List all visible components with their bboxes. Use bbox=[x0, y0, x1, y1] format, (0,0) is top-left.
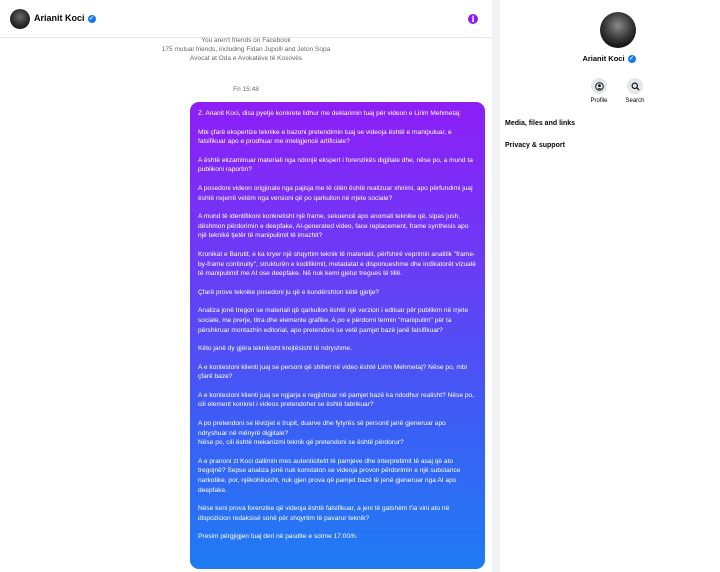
verified-badge-icon: ✓ bbox=[89, 15, 95, 22]
mutual-friends-text: 175 mutual friends, including Fidan Jupolli and Jeton Sopa bbox=[161, 46, 331, 53]
sidebar-verified-badge-icon: ✓ bbox=[629, 56, 635, 63]
pane-divider bbox=[492, 0, 500, 572]
workplace-text: Avocat at Oda e Avokatëve të Kosovës bbox=[189, 55, 303, 62]
info-icon[interactable]: i bbox=[468, 14, 478, 24]
message-paragraph: A mund të identifikoni konkretisht një frame, sekuencë apo anomali teknike që, sipas jush, dëshmon përdorimin e deepfake, AI-generated video, face replacement, frame synthesis apo një teknikë tjetër të manipulimit të imazhit? bbox=[198, 213, 469, 240]
profile-button[interactable] bbox=[579, 78, 619, 104]
chat-header bbox=[0, 0, 492, 38]
sidebar-profile-photo[interactable] bbox=[600, 12, 636, 48]
friend-status-text: You aren't friends on Facebook bbox=[201, 37, 291, 44]
message-paragraph: Z. Arianit Koci, disa pyetje konkrete lidhur me deklarimin tuaj për videon e Lirim Mehmetaj: bbox=[198, 110, 462, 117]
contact-name[interactable]: Arianit Koci bbox=[34, 13, 85, 23]
profile-icon bbox=[591, 78, 607, 94]
profile-label: Profile bbox=[590, 98, 608, 104]
search-button[interactable] bbox=[615, 78, 655, 104]
message-paragraph: Mbi çfarë ekspertize teknike e bazoni pretendimin tuaj se videoja është e manipuluar, e falsifikuar apo e prodhuar me inteligjencë artificiale? bbox=[198, 128, 452, 146]
message-paragraph: Kronikat e Barutit, e ka kryer një shqyrtim teknik të materialit, përfshirë veprimin analitik "frame-by-frame continuity", strukturën e kodifikimit, metadatat e disponueshme dhe indikatorët vizualë të manipulimit me AI ose deepfake. Në nuk kemi gjetur tregues të tillë. bbox=[198, 250, 476, 278]
message-paragraph: A po pretendoni se lëvizjet e trupit, duarve dhe fytyrës së personit janë gjeneruar apo ndryshuar në mënyrë digjitale? Nëse po, cili është mekanizmi teknik që pretendoni se është përdorur? bbox=[198, 420, 446, 447]
contact-avatar[interactable] bbox=[10, 9, 30, 29]
message-paragraph: A e kontestoni klienti juaj se ngjarja e regjistruar në pamjet bazë ka ndodhur realisht? Nëse po, cili element konkret i videos pretendohet se është fabrikuar? bbox=[198, 391, 475, 409]
message-paragraph: A është ekzaminuar materiali nga ndonjë ekspert i forenzikës digjitale dhe, nëse po, a mund ta publikoni raportin? bbox=[198, 156, 473, 174]
message-paragraph: A posedoni videon origjinale nga pajisja me të cilën është realizuar xhirimi, apo përfundimi juaj është nxjerrë vetëm nga versioni që po qarkullon në rrjete sociale? bbox=[198, 184, 473, 202]
outgoing-message-bubble[interactable] bbox=[190, 102, 485, 569]
privacy-support-row[interactable]: Privacy & support bbox=[505, 142, 565, 149]
search-label: Search bbox=[625, 98, 645, 104]
message-paragraph: Këto janë dy gjëra teknikisht krejtësisht të ndryshme. bbox=[198, 345, 352, 353]
contact-name-row[interactable] bbox=[34, 13, 96, 23]
message-paragraph: Çfarë prove teknike posedoni ju që e kundërshton këtë gjetje? bbox=[198, 288, 380, 296]
sidebar-name-row bbox=[498, 54, 720, 63]
message-paragraph: A e kontestoni klienti juaj se personi që shihet në video është Lirim Mehmetaj? Nëse po, mbi çfarë baze? bbox=[198, 363, 468, 381]
message-paragraph: A e pranoni zt Koci dallimin mes autenticitetit të pamjeve dhe interpretimit të asaj që ato tregojnë? Sepse analiza jonë nuk konstaton se videoja provon përdorimin e një substance narkotike, por, njëkohësisht, nuk gjen prova që pamjet bazë të jenë gjeneruar nga AI apo deepfake. bbox=[198, 457, 461, 494]
message-paragraph: Nëse keni prova forenzike që videoja është falsifikuar, a jeni të gatshëm t'ia vini ato në dispozicion redaksisë sonë për shqyrtim të pavarur teknik? bbox=[198, 505, 450, 522]
message-paragraph: Analiza jonë tregon se materiali që qarkullon është një verzion i edituar për publikim në rrjete sociale, me prerje, titra dhe elemente grafike. A po e përdorni termin "manipulim" për ta përshkruar montazhin editorial, apo pretendoni se vetë pamjet bazë janë falsifikuar? bbox=[198, 307, 469, 334]
message-paragraph: Presim përgjigjen tuaj deri në pasdite e sotme 17:00/h. bbox=[198, 533, 358, 541]
media-files-links-row[interactable]: Media, files and links bbox=[505, 120, 576, 127]
search-icon bbox=[627, 78, 643, 94]
sidebar-contact-name: Arianit Koci bbox=[582, 54, 625, 63]
message-timestamp: Fri 15:48 bbox=[233, 86, 259, 93]
